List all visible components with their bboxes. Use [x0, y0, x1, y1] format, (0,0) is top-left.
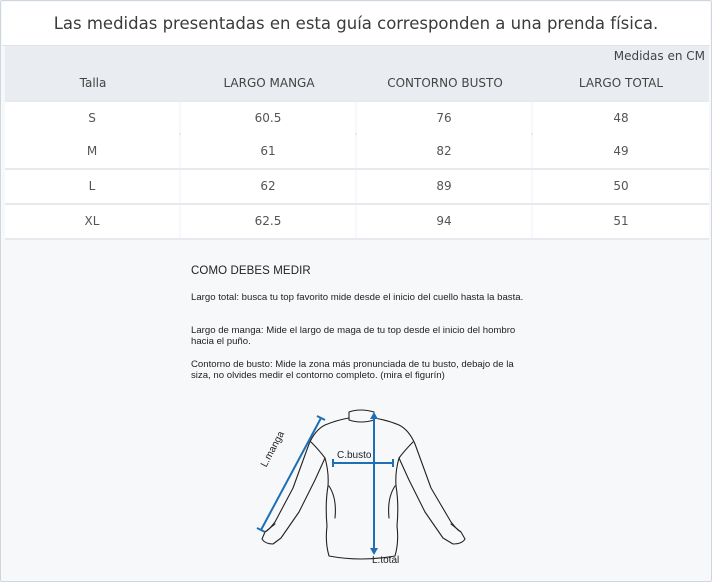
size-cell: S	[5, 102, 179, 135]
sleeve-length-label: L.manga	[259, 429, 287, 470]
column-header-contorno-busto: CONTORNO BUSTO	[387, 76, 503, 90]
top-outline	[262, 410, 465, 559]
total-length-cell: 48	[533, 102, 709, 135]
size-cell: XL	[5, 205, 179, 238]
sleeve-length-line	[261, 418, 321, 530]
column-header-largo-manga: LARGO MANGA	[223, 76, 315, 90]
table-row	[5, 205, 709, 240]
total-length-cell: 49	[533, 135, 709, 168]
column-header-largo-total: LARGO TOTAL	[578, 76, 664, 90]
sleeve-length-cell: 60.5	[181, 102, 355, 135]
size-cell: M	[5, 135, 179, 168]
garment-illustration	[253, 406, 473, 576]
bust-cell: 82	[357, 135, 531, 168]
guide-paragraph-largo-total: Largo total: busca tu top favorito mide desde el inicio del cuello hasta la basta.	[191, 292, 524, 303]
unit-note: Medidas en CM	[613, 49, 705, 63]
total-length-arrow-bottom	[370, 548, 378, 555]
guide-title: COMO DEBES MEDIR	[191, 265, 311, 277]
size-guide-title	[2, 2, 710, 46]
size-cell: L	[5, 170, 179, 203]
column-header-talla: Talla	[79, 76, 107, 90]
table-header	[5, 46, 709, 100]
garment-figure	[253, 406, 473, 576]
total-length-arrow-top	[370, 412, 378, 419]
bust-cell: 94	[357, 205, 531, 238]
table-row	[5, 100, 709, 135]
guide-paragraph-contorno-busto: Contorno de busto: Mide la zona más pronunciada de tu busto, debajo de la siza, no olvides medir el contorno completo. (mira el figurín)	[191, 359, 514, 382]
bust-label: C.busto	[337, 450, 372, 461]
table-row	[5, 170, 709, 205]
table-row	[5, 135, 709, 170]
sleeve-length-cell: 61	[181, 135, 355, 168]
measurement-guide	[5, 241, 709, 579]
column-headers	[5, 72, 709, 94]
total-length-cell: 51	[533, 205, 709, 238]
size-table	[5, 100, 709, 240]
size-guide-title-text: Las medidas presentadas en esta guía corresponden a una prenda física.	[53, 14, 659, 33]
bust-cell: 76	[357, 102, 531, 135]
total-length-label: L.total	[372, 555, 400, 566]
bust-cell: 89	[357, 170, 531, 203]
sleeve-length-cell: 62	[181, 170, 355, 203]
sleeve-length-cell: 62.5	[181, 205, 355, 238]
guide-paragraph-largo-manga: Largo de manga: Mide el largo de maga de tu top desde el inicio del hombro hacia el puño.	[191, 325, 516, 348]
total-length-cell: 50	[533, 170, 709, 203]
